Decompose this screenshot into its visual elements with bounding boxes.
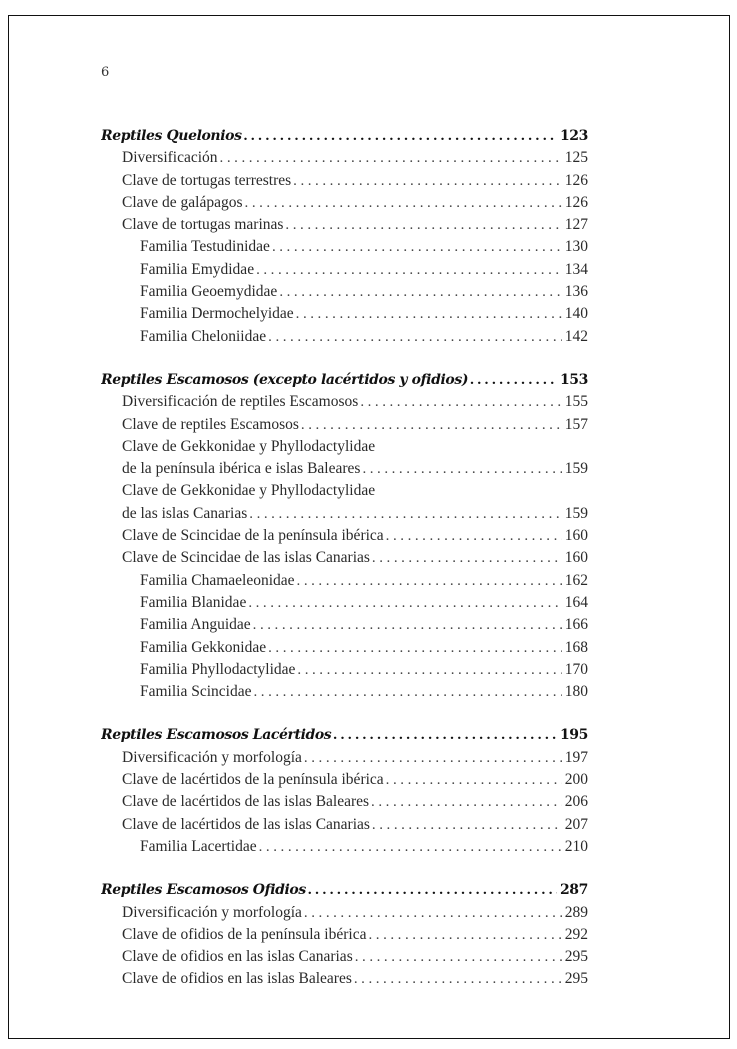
toc-entry[interactable] [101, 525, 588, 547]
toc-entry-title: Clave de Scincidae de las islas Canarias [122, 549, 370, 567]
dot-leader [296, 303, 562, 325]
toc-family-entry[interactable] [101, 303, 588, 325]
toc-entry-title: Familia Geoemydidae [140, 283, 278, 301]
toc-entry[interactable] [101, 391, 588, 413]
toc-entry-page-number: 200 [564, 771, 588, 789]
toc-entry-page-number: 197 [564, 748, 588, 766]
section-title: Reptiles Escamosos Ofidios [101, 882, 306, 899]
dot-leader [470, 369, 557, 391]
toc-entry[interactable] [101, 902, 588, 924]
toc-entry-page-number: 170 [564, 660, 588, 678]
toc-entry-title: Diversificación y morfología [122, 903, 302, 921]
toc-entry-page-number: 140 [564, 305, 588, 323]
toc-entry[interactable] [101, 414, 588, 436]
dot-leader [304, 902, 562, 924]
toc-entry-title: Familia Chamaeleonidae [140, 571, 295, 589]
dot-leader [372, 547, 562, 569]
toc-entry[interactable] [101, 968, 588, 990]
dot-leader [256, 259, 562, 281]
toc-entry[interactable] [101, 214, 588, 236]
dot-leader [372, 814, 562, 836]
dot-leader [285, 214, 561, 236]
toc-entry[interactable] [101, 791, 588, 813]
table-of-contents [101, 125, 588, 1012]
toc-entry-title: Familia Gekkonidae [140, 638, 267, 656]
toc-section-heading[interactable] [101, 724, 588, 746]
dot-leader [362, 458, 561, 480]
section-page-number: 287 [559, 882, 588, 899]
toc-entry-page-number: 160 [564, 527, 588, 545]
dot-leader [268, 326, 562, 348]
toc-section [101, 879, 588, 990]
toc-family-entry[interactable] [101, 281, 588, 303]
dot-leader [293, 170, 562, 192]
toc-entry-title: Clave de reptiles Escamosos [122, 415, 299, 433]
toc-entry[interactable] [101, 814, 588, 836]
toc-entry-page-number: 168 [564, 638, 588, 656]
toc-entry-title: Familia Testudinidae [140, 238, 270, 256]
toc-family-entry[interactable] [101, 614, 588, 636]
toc-entry-page-number: 162 [564, 571, 588, 589]
toc-entry-page-number: 126 [564, 171, 588, 189]
toc-entry-page-number: 157 [564, 415, 588, 433]
toc-entry-page-number: 125 [564, 149, 588, 167]
dot-leader [220, 147, 562, 169]
toc-entry-title: Familia Blanidae [140, 593, 247, 611]
dot-leader [268, 637, 562, 659]
dot-leader [354, 968, 562, 990]
toc-entry-page-number: 295 [564, 948, 588, 966]
dot-leader [259, 836, 562, 858]
toc-family-entry[interactable] [101, 681, 588, 703]
toc-entry[interactable] [101, 747, 588, 769]
toc-entry-page-number: 130 [564, 238, 588, 256]
section-page-number: 153 [559, 371, 588, 388]
section-page-number: 123 [559, 128, 588, 144]
dot-leader [272, 236, 562, 258]
page-number: 6 [101, 65, 110, 80]
toc-entry-title: Clave de Gekkonidae y Phyllodactylidae [122, 437, 376, 455]
toc-section [101, 369, 588, 703]
toc-entry-page-number: 207 [564, 815, 588, 833]
toc-entry-title: Familia Anguidae [140, 616, 251, 634]
toc-entry-page-number: 136 [564, 283, 588, 301]
toc-entry-page-number: 127 [564, 216, 588, 234]
toc-family-entry[interactable] [101, 236, 588, 258]
toc-family-entry[interactable] [101, 326, 588, 348]
dot-leader [297, 659, 561, 681]
toc-entry-title: Familia Phyllodactylidae [140, 660, 296, 678]
toc-entry-title: Familia Scincidae [140, 683, 252, 701]
toc-entry-title: Clave de Gekkonidae y Phyllodactylidae [122, 482, 376, 500]
dot-leader [297, 570, 562, 592]
toc-entry-title: Familia Lacertidae [140, 837, 257, 855]
toc-entry-page-number: 159 [564, 460, 588, 478]
toc-family-entry[interactable] [101, 836, 588, 858]
toc-entry-title: de la península ibérica e islas Baleares [122, 460, 361, 478]
toc-entry[interactable] [101, 147, 588, 169]
toc-entry-title: Familia Emydidae [140, 260, 255, 278]
toc-entry[interactable] [101, 769, 588, 791]
document-page [8, 15, 730, 1039]
dot-leader [248, 592, 561, 614]
section-page-number: 195 [559, 727, 588, 744]
toc-family-entry[interactable] [101, 659, 588, 681]
toc-entry-page-number: 155 [564, 393, 588, 411]
toc-entry[interactable] [101, 946, 588, 968]
toc-family-entry[interactable] [101, 570, 588, 592]
section-title: Reptiles Escamosos (excepto lacértidos y ofidios) [101, 371, 469, 388]
toc-entry[interactable] [101, 170, 588, 192]
dot-leader [371, 791, 562, 813]
toc-section-heading[interactable] [101, 369, 588, 391]
toc-entry-page-number: 159 [564, 504, 588, 522]
dot-leader [386, 525, 562, 547]
toc-entry-continuation[interactable] [101, 458, 588, 480]
toc-entry-page-number: 160 [564, 549, 588, 567]
toc-family-entry[interactable] [101, 637, 588, 659]
toc-entry-title: Clave de tortugas marinas [122, 216, 284, 234]
toc-entry[interactable] [101, 547, 588, 569]
dot-leader [245, 192, 562, 214]
toc-entry-page-number: 126 [564, 193, 588, 211]
toc-entry-title: Diversificación de reptiles Escamosos [122, 393, 359, 411]
toc-family-entry[interactable] [101, 592, 588, 614]
toc-entry-title: Clave de lacértidos de la península ibérica [122, 771, 384, 789]
toc-entry-page-number: 180 [564, 683, 588, 701]
toc-entry-page-number: 134 [564, 260, 588, 278]
toc-entry-page-number: 164 [564, 593, 588, 611]
toc-entry[interactable] [101, 192, 588, 214]
toc-entry-page-number: 292 [564, 925, 588, 943]
toc-entry-title: Familia Dermochelyidae [140, 305, 294, 323]
toc-entry-title: Clave de lacértidos de las islas Canarias [122, 815, 370, 833]
section-title: Reptiles Escamosos Lacértidos [101, 727, 332, 744]
toc-family-entry[interactable] [101, 259, 588, 281]
toc-entry-page-number: 295 [564, 970, 588, 988]
toc-section [101, 125, 588, 348]
dot-leader [244, 125, 557, 147]
dot-leader [253, 681, 561, 703]
toc-entry-title: Diversificación y morfología [122, 748, 302, 766]
section-title: Reptiles Quelonios [101, 128, 242, 144]
toc-entry-title: Familia Cheloniidae [140, 327, 267, 345]
toc-entry-title: Clave de lacértidos de las islas Baleares [122, 793, 370, 811]
toc-entry-page-number: 289 [564, 903, 588, 921]
dot-leader [308, 879, 557, 901]
toc-entry[interactable] [101, 436, 588, 458]
toc-entry-continuation[interactable] [101, 503, 588, 525]
toc-entry-page-number: 142 [564, 327, 588, 345]
dot-leader [333, 724, 557, 746]
toc-entry[interactable] [101, 924, 588, 946]
toc-section [101, 724, 588, 858]
toc-entry-title: Clave de ofidios en las islas Baleares [122, 970, 352, 988]
dot-leader [386, 769, 562, 791]
dot-leader [360, 391, 561, 413]
toc-entry-title: Clave de tortugas terrestres [122, 171, 292, 189]
dot-leader [249, 503, 561, 525]
toc-entry-title: Clave de ofidios en las islas Canarias [122, 948, 353, 966]
toc-entry[interactable] [101, 480, 588, 502]
toc-entry-title: Clave de ofidios de la península ibérica [122, 925, 367, 943]
toc-entry-title: Clave de Scincidae de la península ibérica [122, 527, 384, 545]
dot-leader [279, 281, 561, 303]
toc-entry-title: Clave de galápagos [122, 193, 243, 211]
toc-entry-title: de las islas Canarias [122, 504, 248, 522]
dot-leader [368, 924, 561, 946]
toc-section-heading[interactable] [101, 879, 588, 901]
dot-leader [301, 414, 562, 436]
toc-entry-page-number: 166 [564, 616, 588, 634]
dot-leader [253, 614, 562, 636]
toc-entry-page-number: 210 [564, 837, 588, 855]
toc-section-heading[interactable] [101, 125, 588, 147]
dot-leader [355, 946, 562, 968]
toc-entry-page-number: 206 [564, 793, 588, 811]
dot-leader [304, 747, 562, 769]
toc-entry-title: Diversificación [122, 149, 218, 167]
